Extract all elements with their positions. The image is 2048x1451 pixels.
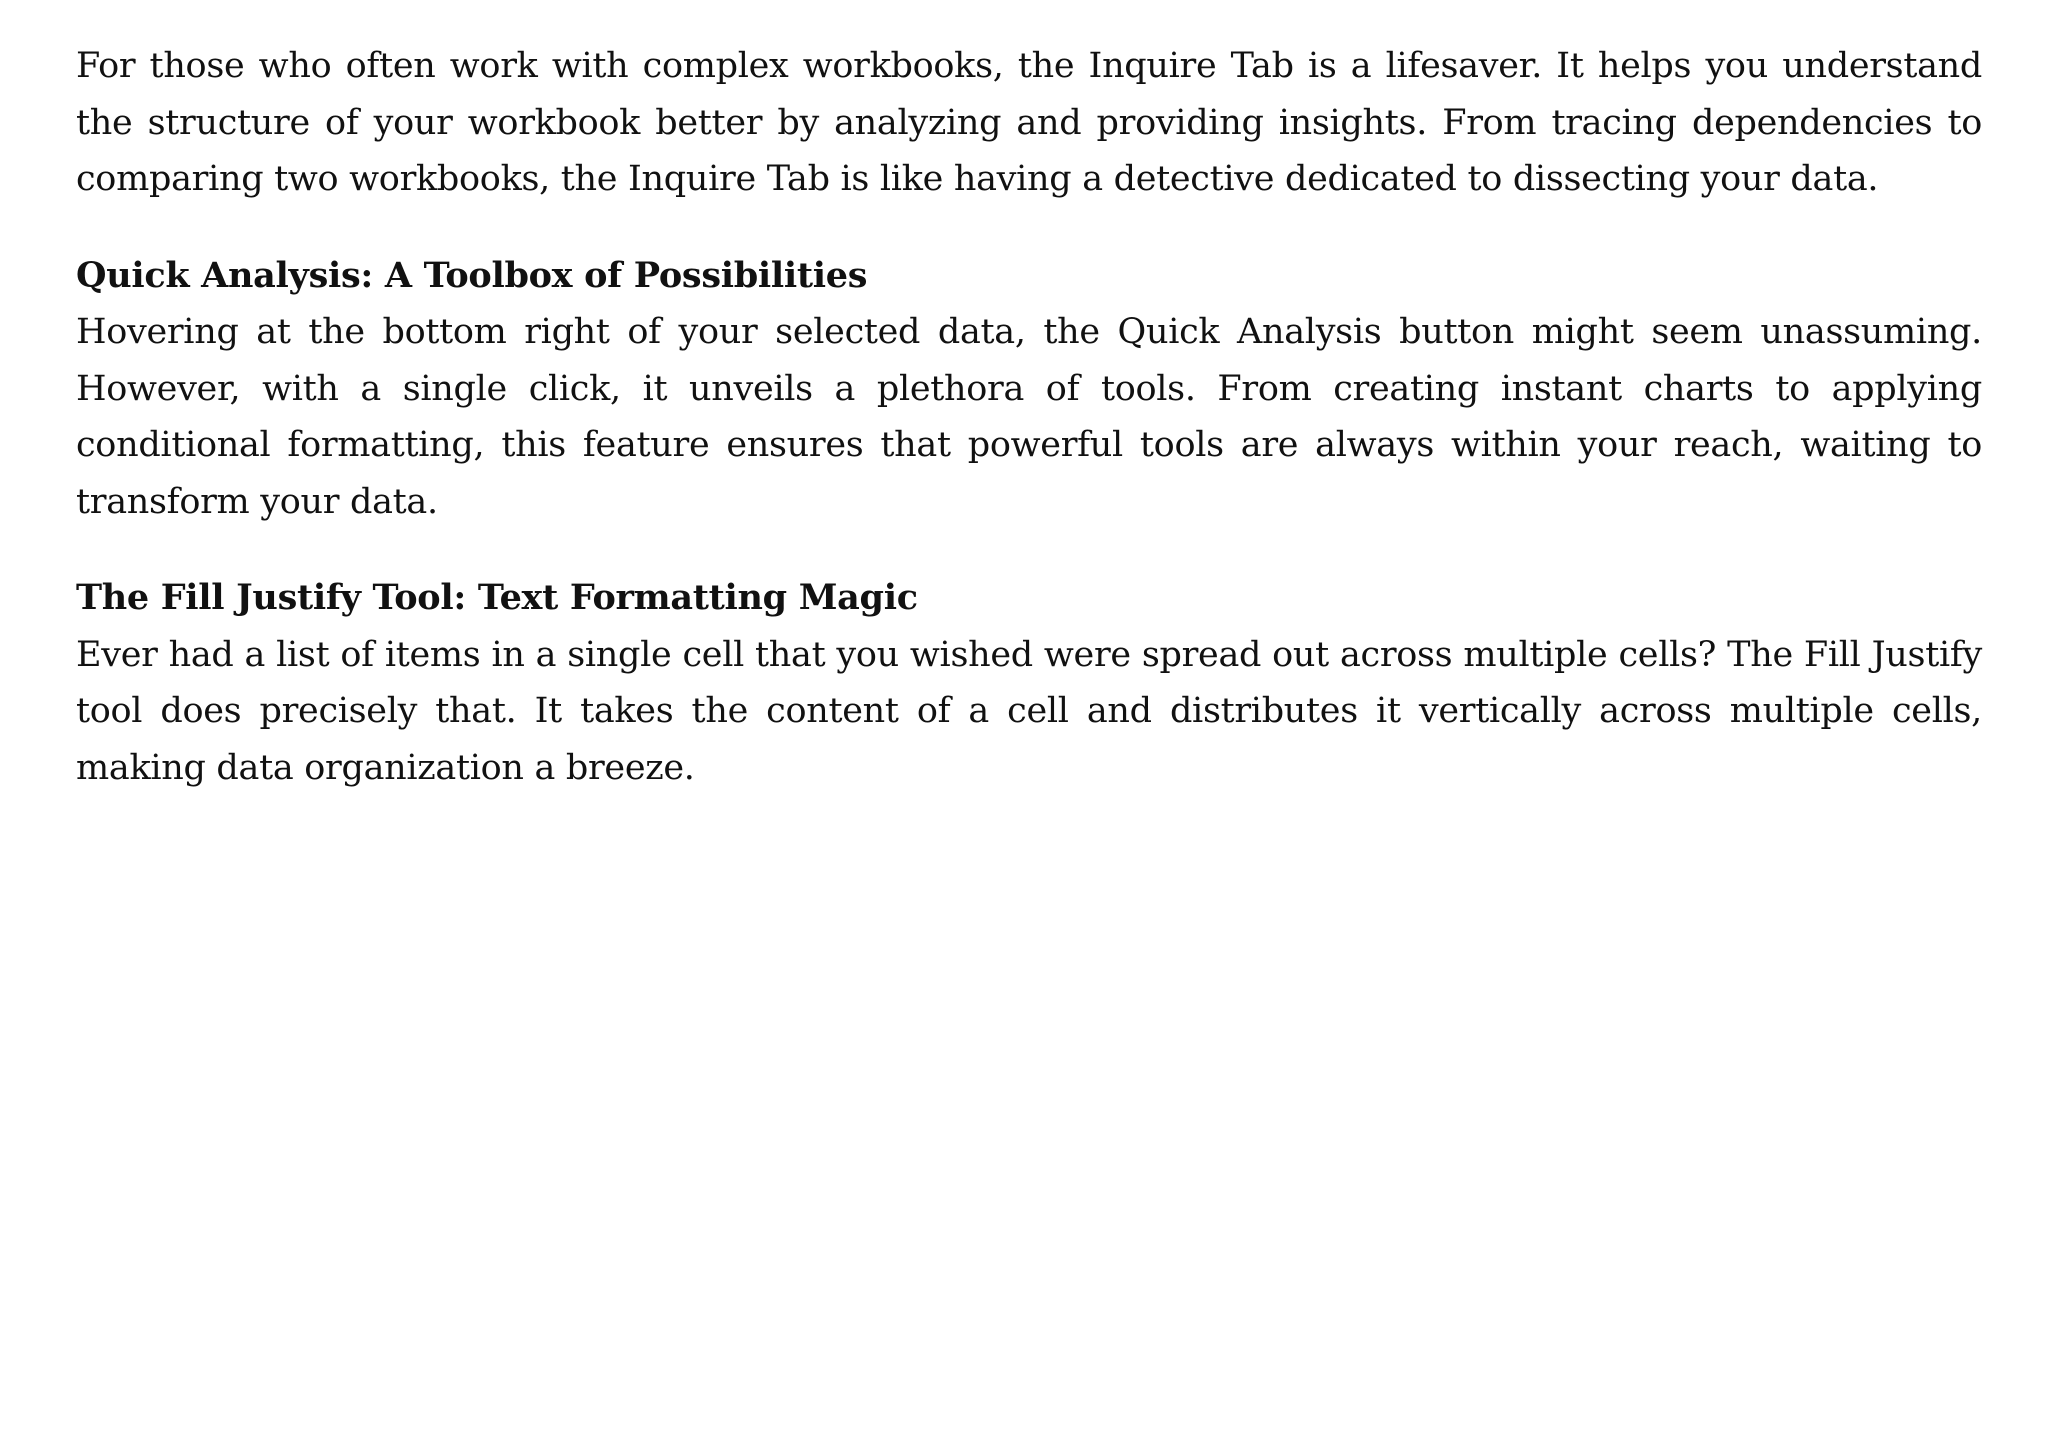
section-heading: Quick Analysis: A Toolbox of Possibilities bbox=[76, 254, 868, 296]
section-quick-analysis bbox=[76, 248, 1982, 531]
section-fill-justify bbox=[76, 570, 1982, 796]
intro-paragraph: For those who often work with complex workbooks, the Inquire Tab is a lifesaver. It helps you understand the structure of your workbook better by analyzing and providing insights. From tracing dependencies to comparing two workbooks, the Inquire Tab is like having a detective dedicated to dissecting your data. bbox=[76, 46, 1982, 199]
document-page bbox=[76, 38, 1982, 796]
section-paragraph: Ever had a list of items in a single cell that you wished were spread out across multiple cells? The Fill Justify tool does precisely that. It takes the content of a cell and distributes it vertically across multiple cells, making data organization a breeze. bbox=[76, 634, 1982, 788]
section-heading: The Fill Justify Tool: Text Formatting Magic bbox=[76, 577, 918, 618]
section-paragraph: Hovering at the bottom right of your selected data, the Quick Analysis button might seem unassuming. However, with a single click, it unveils a plethora of tools. From creating instant charts to applying conditional formatting, this feature ensures that powerful tools are always within your reach, waiting to transform your data. bbox=[76, 312, 1982, 522]
